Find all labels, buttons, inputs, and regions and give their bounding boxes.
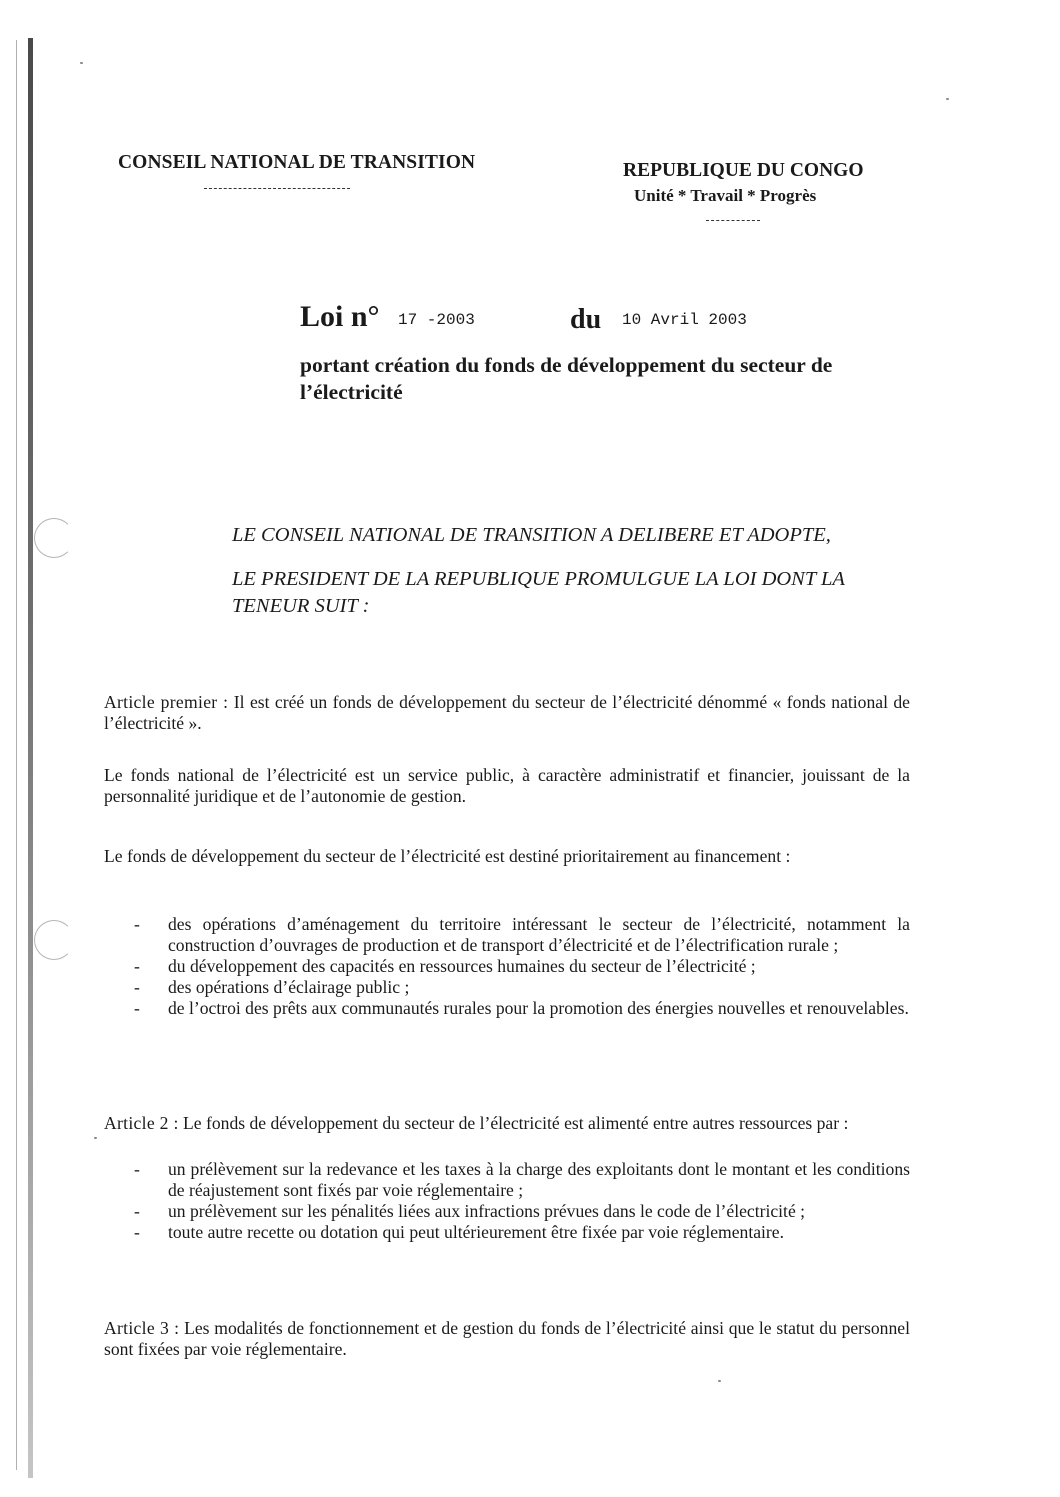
article-1-label: Article premier : xyxy=(104,692,229,712)
list-item: - du développement des capacités en ressources humaines du secteur de l’électricité ; xyxy=(134,956,756,976)
law-date-label: du xyxy=(570,304,602,335)
list-item: - des opérations d’éclairage public ; xyxy=(134,977,410,997)
enactment-formula-1: LE CONSEIL NATIONAL DE TRANSITION A DELIBERE ET ADOPTE, xyxy=(232,524,831,546)
motto-divider xyxy=(706,220,760,221)
article-2-list xyxy=(134,1159,910,1243)
article-1-paragraph-2: Le fonds national de l’électricité est un service public, à caractère administratif et financier, jouissant de la personnalité juridique et de l’autonomie de gestion. xyxy=(104,765,910,806)
article-1-paragraph xyxy=(104,692,910,734)
scan-edge-line xyxy=(16,40,17,1470)
punch-hole-mark xyxy=(34,518,74,558)
bullet-dash: - xyxy=(134,977,140,997)
bullet-dash: - xyxy=(134,956,140,976)
state-name: REPUBLIQUE DU CONGO xyxy=(623,160,864,181)
law-date: 10 Avril 2003 xyxy=(622,311,747,329)
article-2-paragraph xyxy=(104,1113,910,1134)
article-3-paragraph xyxy=(104,1318,910,1360)
bullet-dash: - xyxy=(134,914,140,934)
article-3-label: Article 3 : xyxy=(104,1318,180,1338)
list-item: - des opérations d’aménagement du territoire intéressant le secteur de l’électricité, notamment la construction d’ouvrages de production et de transport d’électricité et de l’électrification rurale ; xyxy=(134,914,910,955)
law-number: 17 -2003 xyxy=(398,311,475,329)
list-item: - toute autre recette ou dotation qui peut ultérieurement être fixée par voie réglementaire. xyxy=(134,1222,784,1242)
law-title: portant création du fonds de développement du secteur de l’électricité xyxy=(300,353,833,404)
header-divider xyxy=(204,188,350,189)
scan-speck xyxy=(80,62,83,64)
law-label: Loi n° xyxy=(300,300,380,333)
scan-speck xyxy=(718,1380,721,1382)
bullet-dash: - xyxy=(134,1222,140,1242)
list-item: - de l’octroi des prêts aux communautés rurales pour la promotion des énergies nouvelles et renouvelables. xyxy=(134,998,909,1018)
punch-hole-mark xyxy=(34,920,74,960)
article-2-text: Le fonds de développement du secteur de l’électricité est alimenté entre autres ressources par : xyxy=(183,1113,849,1133)
scan-speck xyxy=(94,1137,97,1139)
scan-edge-shadow xyxy=(28,38,33,1478)
issuing-institution: CONSEIL NATIONAL DE TRANSITION xyxy=(118,152,476,173)
article-2-label: Article 2 : xyxy=(104,1113,179,1133)
list-item: - un prélèvement sur la redevance et les taxes à la charge des exploitants dont le montant et les conditions de réajustement sont fixés par voie réglementaire ; xyxy=(134,1159,910,1200)
enactment-formula-2: LE PRESIDENT DE LA REPUBLIQUE PROMULGUE LA LOI DONT LA TENEUR SUIT : xyxy=(232,568,845,617)
bullet-dash: - xyxy=(134,998,140,1018)
scan-speck xyxy=(946,98,949,100)
article-3-text: Les modalités de fonctionnement et de gestion du fonds de l’électricité ainsi que le statut du personnel sont fixées par voie réglementaire. xyxy=(104,1318,910,1359)
article-1-text: Il est créé un fonds de développement du secteur de l’électricité dénommé « fonds national de l’électricité ». xyxy=(104,692,910,733)
bullet-dash: - xyxy=(134,1159,140,1179)
list-item: - un prélèvement sur les pénalités liées aux infractions prévues dans le code de l’électricité ; xyxy=(134,1201,806,1221)
article-1-paragraph-3: Le fonds de développement du secteur de l’électricité est destiné prioritairement au financement : xyxy=(104,846,791,866)
bullet-dash: - xyxy=(134,1201,140,1221)
article-1-list xyxy=(134,914,910,1019)
national-motto: Unité * Travail * Progrès xyxy=(634,186,817,205)
